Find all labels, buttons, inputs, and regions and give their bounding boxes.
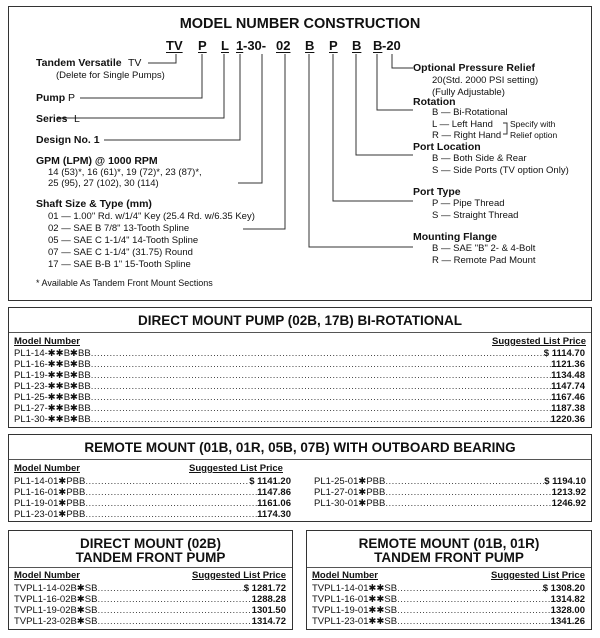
- price: $ 1141.20: [249, 476, 291, 487]
- code-p: P: [198, 38, 207, 53]
- tandem-remote-panel: [306, 530, 592, 630]
- dot-leader: [91, 359, 551, 370]
- table-row: [314, 476, 586, 487]
- footnote: * Available As Tandem Front Mount Sections: [36, 278, 213, 288]
- col-model-number: Model Number: [14, 336, 80, 347]
- table-row: [14, 616, 286, 627]
- pump-label: Pump: [36, 92, 66, 104]
- tandem-direct-title-2: TANDEM FRONT PUMP: [75, 550, 226, 565]
- code-20: -20: [382, 38, 401, 53]
- direct-mount-title: DIRECT MOUNT PUMP (02B, 17B) BI-ROTATIONAL: [137, 313, 462, 328]
- table-row: [14, 414, 585, 425]
- tandem-direct-title-1: DIRECT MOUNT (02B): [80, 536, 221, 551]
- price: 1167.46: [551, 392, 585, 403]
- tandem-remote-title-1: REMOTE MOUNT (01B, 01R): [358, 536, 540, 551]
- price: 1213.92: [551, 487, 586, 498]
- dot-leader: [91, 370, 551, 381]
- model-number: PL1-25-✱✱B✱BB: [14, 392, 91, 403]
- table-row: [14, 509, 291, 520]
- table-row: [14, 487, 291, 498]
- price: $ 1308.20: [542, 583, 585, 594]
- relief-option: Relief option: [510, 130, 558, 140]
- model-number: PL1-23-✱✱B✱BB: [14, 381, 91, 392]
- model-number: PL1-30-01✱PBB: [314, 498, 386, 509]
- shaft-item-17: 17 — SAE B-B 1" 15-Tooth Spline: [48, 259, 191, 270]
- model-number: TVPL1-19-02B✱SB: [14, 605, 98, 616]
- port-location-s: S — Side Ports (TV option Only): [432, 165, 569, 176]
- dot-leader: [85, 509, 257, 520]
- shaft-item-02: 02 — SAE B 7/8" 13-Tooth Spline: [48, 223, 190, 234]
- shaft-item-01: 01 — 1.00" Rd. w/1/4" Key (25.4 Rd. w/6.35 Key): [48, 211, 255, 222]
- flange-label: Mounting Flange: [413, 231, 497, 243]
- code-tv: TV: [166, 38, 183, 53]
- dot-leader: [97, 583, 243, 594]
- price: 1328.00: [550, 605, 585, 616]
- dot-leader: [385, 498, 551, 509]
- dot-leader: [397, 594, 551, 605]
- relief-label: Optional Pressure Relief: [413, 62, 535, 74]
- table-row: [312, 605, 585, 616]
- port-location-b: B — Both Side & Rear: [432, 153, 527, 164]
- pump-value: P: [68, 92, 76, 104]
- relief-line1: 20(Std. 2000 PSI setting): [432, 75, 539, 86]
- model-number: TVPL1-19-01✱✱SB: [312, 605, 398, 616]
- model-number: TVPL1-14-02B✱SB: [14, 583, 98, 594]
- direct-mount-panel: [8, 307, 592, 428]
- model-number: PL1-23-01✱PBB: [14, 509, 86, 520]
- code-p2: P: [329, 38, 338, 53]
- rotation-b: B — Bi-Rotational: [432, 107, 508, 118]
- price: 1147.86: [257, 487, 291, 498]
- price: 1301.50: [251, 605, 286, 616]
- price: 1341.26: [550, 616, 585, 627]
- divider: [9, 332, 591, 333]
- model-number: PL1-30-✱✱B✱BB: [14, 414, 91, 425]
- remote-mount-panel: [8, 434, 592, 522]
- gpm-label: GPM (LPM) @ 1000 RPM: [36, 155, 158, 167]
- design-label: Design No. 1: [36, 134, 100, 146]
- series-value: L: [74, 113, 80, 125]
- table-row: [14, 392, 585, 403]
- price: 1220.36: [550, 414, 585, 425]
- price: 1121.36: [551, 359, 585, 370]
- table-row: [14, 605, 286, 616]
- price: 1147.74: [551, 381, 585, 392]
- dot-leader: [91, 403, 551, 414]
- table-row: [14, 370, 585, 381]
- table-row: [14, 381, 585, 392]
- model-number: PL1-16-01✱PBB: [14, 487, 86, 498]
- dot-leader: [97, 594, 251, 605]
- col-suggested-price: Suggested List Price: [491, 570, 585, 581]
- dot-leader: [91, 392, 551, 403]
- price: 1246.92: [551, 498, 586, 509]
- dot-leader: [85, 487, 257, 498]
- model-number: TVPL1-16-02B✱SB: [14, 594, 98, 605]
- table-row: [14, 583, 286, 594]
- table-row: [14, 498, 291, 509]
- tandem-remote-title-2: TANDEM FRONT PUMP: [374, 550, 524, 565]
- gpm-line2: 25 (95), 27 (102), 30 (114): [48, 178, 159, 189]
- tandem-value: TV: [128, 57, 142, 69]
- table-row: [314, 487, 586, 498]
- model-number: PL1-14-✱✱B✱BB: [14, 348, 91, 359]
- table-row: [14, 403, 585, 414]
- table-row: [312, 594, 585, 605]
- price: 1314.82: [550, 594, 585, 605]
- gpm-line1: 14 (53)*, 16 (61)*, 19 (72)*, 23 (87)*,: [48, 167, 202, 178]
- divider: [9, 567, 292, 568]
- dot-leader: [97, 616, 251, 627]
- price: 1187.38: [551, 403, 585, 414]
- table-row: [312, 583, 585, 594]
- shaft-item-07: 07 — SAE C 1-1/4" (31.75) Round: [48, 247, 193, 258]
- table-row: [314, 498, 586, 509]
- model-number: PL1-14-01✱PBB: [14, 476, 86, 487]
- port-type-p: P — Pipe Thread: [432, 198, 505, 209]
- port-location-label: Port Location: [413, 141, 481, 153]
- dot-leader: [91, 348, 544, 359]
- model-number: PL1-19-✱✱B✱BB: [14, 370, 91, 381]
- col-model-number: Model Number: [14, 463, 80, 474]
- price: $ 1281.72: [243, 583, 286, 594]
- price: 1134.48: [551, 370, 585, 381]
- code-02: 02: [276, 38, 291, 53]
- price: 1161.06: [257, 498, 291, 509]
- shaft-label: Shaft Size & Type (mm): [36, 198, 152, 210]
- construction-title: MODEL NUMBER CONSTRUCTION: [179, 16, 421, 32]
- model-number: PL1-27-01✱PBB: [314, 487, 386, 498]
- port-type-s: S — Straight Thread: [432, 210, 519, 221]
- shaft-item-05: 05 — SAE C 1-1/4" 14-Tooth Spline: [48, 235, 199, 246]
- divider: [9, 459, 591, 460]
- rotation-l: L — Left Hand: [432, 119, 493, 130]
- model-number: PL1-27-✱✱B✱BB: [14, 403, 91, 414]
- col-suggested-price: Suggested List Price: [492, 336, 586, 347]
- table-row: [14, 594, 286, 605]
- price: $ 1114.70: [543, 348, 585, 359]
- col-model-number: Model Number: [14, 570, 80, 581]
- port-type-label: Port Type: [413, 186, 461, 198]
- code-b3: B: [373, 38, 383, 53]
- code-30: -30-: [243, 38, 267, 53]
- tandem-note: (Delete for Single Pumps): [56, 70, 165, 81]
- dot-leader: [91, 414, 551, 425]
- price: 1288.28: [251, 594, 286, 605]
- col-suggested-price: Suggested List Price: [189, 463, 283, 474]
- rotation-label: Rotation: [413, 96, 456, 108]
- tandem-direct-panel: [8, 530, 293, 630]
- rotation-r: R — Right Hand: [432, 130, 502, 141]
- code-b2: B: [352, 38, 362, 53]
- flange-r: R — Remote Pad Mount: [432, 255, 536, 266]
- dot-leader: [397, 616, 551, 627]
- dot-leader: [85, 498, 257, 509]
- dot-leader: [97, 605, 251, 616]
- col-suggested-price: Suggested List Price: [192, 570, 286, 581]
- remote-mount-title: REMOTE MOUNT (01B, 01R, 05B, 07B) WITH OUTBOARD BEARING: [84, 440, 516, 455]
- dot-leader: [385, 487, 551, 498]
- price: 1174.30: [257, 509, 291, 520]
- table-row: [14, 476, 291, 487]
- code-b1: B: [305, 38, 315, 53]
- model-number: TVPL1-16-01✱✱SB: [312, 594, 398, 605]
- col-model-number: Model Number: [312, 570, 378, 581]
- dot-leader: [397, 583, 543, 594]
- model-number: TVPL1-23-01✱✱SB: [312, 616, 398, 627]
- price: $ 1194.10: [544, 476, 586, 487]
- dot-leader: [397, 605, 551, 616]
- divider: [307, 567, 591, 568]
- model-number: PL1-25-01✱PBB: [314, 476, 386, 487]
- relief-line2: (Fully Adjustable): [432, 87, 505, 98]
- specify-with: Specify with: [510, 119, 556, 129]
- dot-leader: [385, 476, 544, 487]
- series-label: Series: [36, 113, 68, 125]
- model-number: PL1-19-01✱PBB: [14, 498, 86, 509]
- table-row: [312, 616, 585, 627]
- flange-b: B — SAE "B" 2- & 4-Bolt: [432, 243, 536, 254]
- model-number: TVPL1-23-02B✱SB: [14, 616, 98, 627]
- price: 1314.72: [251, 616, 286, 627]
- dot-leader: [91, 381, 551, 392]
- tandem-label: Tandem Versatile: [36, 57, 122, 69]
- dot-leader: [85, 476, 249, 487]
- code-1: 1: [236, 38, 244, 53]
- model-number: TVPL1-14-01✱✱SB: [312, 583, 398, 594]
- table-row: [14, 359, 585, 370]
- code-l: L: [221, 38, 229, 53]
- model-number: PL1-16-✱✱B✱BB: [14, 359, 91, 370]
- table-row: [14, 348, 585, 359]
